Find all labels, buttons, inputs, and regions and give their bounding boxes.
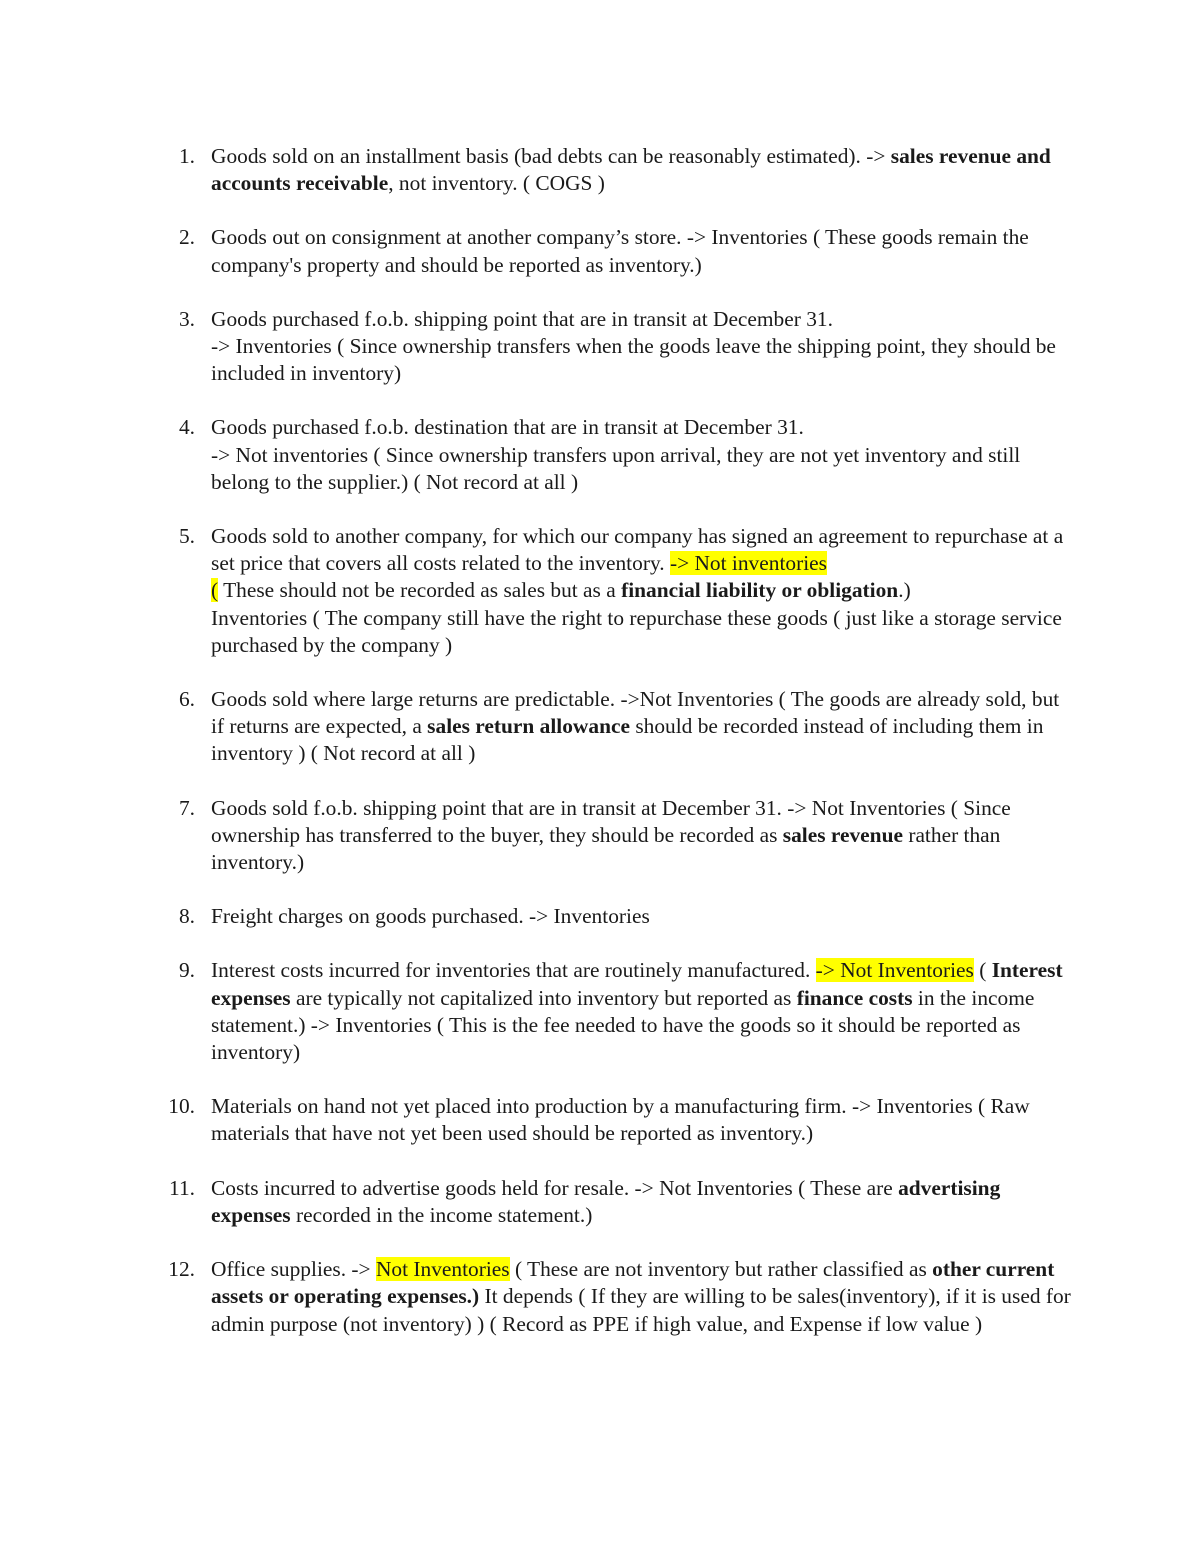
text-segment: rather than inventory.)	[211, 822, 1001, 875]
text-segment: , not inventory. ( COGS )	[388, 171, 605, 196]
text-segment: are typically not capitalized into inventory but reported as	[290, 985, 797, 1010]
text-segment: ( These are not inventory but rather classified as	[509, 1257, 933, 1282]
list-item	[0, 224, 1200, 278]
list-item	[0, 795, 1200, 877]
list-item-number: 3.	[178, 306, 195, 331]
list-item	[0, 414, 1200, 496]
text-segment: Interest costs incurred for inventories that are routinely manufactured.	[211, 958, 816, 983]
bold-term: sales revenue	[782, 822, 903, 847]
text-segment: Goods purchased f.o.b. destination that are in transit at December 31.	[211, 415, 804, 440]
list-item-number: 9.	[178, 958, 195, 983]
list-item	[0, 143, 1200, 197]
numbered-list	[0, 143, 1200, 1365]
text-segment: Costs incurred to advertise goods held for resale. -> Not Inventories ( These are	[211, 1175, 899, 1200]
list-item-number: 10.	[168, 1094, 195, 1119]
text-segment: in the income statement.) -> Inventories ( This is the fee needed to have the goods so it should be reported as inventory)	[211, 985, 1035, 1065]
highlighted-text: Not Inventories	[375, 1257, 510, 1282]
text-segment: Goods purchased f.o.b. shipping point that are in transit at December 31.	[211, 306, 833, 331]
list-item-number: 12.	[168, 1257, 195, 1282]
text-segment: Goods sold f.o.b. shipping point that are in transit at December 31. -> Not Inventories ( Since ownership has transferred to the buyer, they should be recorded as	[211, 795, 1011, 847]
list-item-text	[211, 957, 1071, 1066]
text-segment: It depends ( If they are willing to be sales(inventory), if it is used for admin purpose (not inventory) ) ( Record as PPE if high value, and Expense if low value )	[211, 1284, 1071, 1336]
text-segment: -> Inventories ( Since ownership transfers when the goods leave the shipping point, they should be included in inventory)	[211, 334, 1056, 386]
list-item-text	[211, 224, 1071, 278]
list-item-number: 5.	[178, 524, 195, 549]
bold-term: advertising expenses	[211, 1175, 1001, 1227]
text-segment: -> Not inventories ( Since ownership transfers upon arrival, they are not yet inventory and still belong to the supplier.) ( Not record at all )	[211, 442, 1021, 494]
bold-term: finance costs	[796, 985, 913, 1010]
text-segment: These should not be recorded as sales but as a	[218, 578, 622, 603]
list-item-text	[211, 143, 1071, 197]
highlighted-text: -> Not Inventories	[815, 958, 974, 983]
bold-term: other current assets or operating expenses.)	[211, 1257, 1055, 1309]
list-item	[0, 957, 1200, 1066]
text-segment: Goods sold on an installment basis (bad debts can be reasonably estimated). ->	[211, 144, 891, 168]
list-item-text	[211, 306, 1071, 388]
list-item	[0, 306, 1200, 388]
list-item	[0, 1093, 1200, 1147]
list-item-text	[211, 1256, 1071, 1338]
list-item	[0, 523, 1200, 659]
list-item-number: 1.	[178, 144, 195, 168]
highlighted-text: -> Not inventories	[669, 551, 827, 576]
text-segment: recorded in the income statement.)	[290, 1202, 593, 1227]
text-segment: Inventories ( The company still have the right to repurchase these goods ( just like a storage service purchased by the company )	[211, 605, 1062, 657]
bold-term: Interest expenses	[211, 958, 1063, 1010]
bold-term: sales return allowance	[427, 714, 630, 739]
list-item-text	[211, 1175, 1071, 1229]
text-segment: Goods sold to another company, for which our company has signed an agreement to repurchase at a set price that covers all costs related to the inventory.	[211, 524, 1064, 576]
list-item	[0, 686, 1200, 768]
bold-term: financial liability or obligation	[621, 578, 899, 603]
list-item-number: 7.	[178, 795, 195, 820]
list-item-text	[211, 414, 1071, 496]
list-item-number: 11.	[169, 1175, 195, 1200]
text-segment: should be recorded instead of including them in inventory ) ( Not record at all )	[211, 714, 1044, 766]
list-item-number: 8.	[178, 904, 195, 929]
highlighted-text: (	[211, 578, 219, 603]
text-segment: Goods out on consignment at another company’s store. -> Inventories ( These goods remain the company's property and should be reported as inventory.)	[211, 225, 1029, 277]
list-item-text	[211, 523, 1071, 659]
list-item	[0, 1256, 1200, 1338]
list-item	[0, 1175, 1200, 1229]
list-item	[0, 903, 1200, 930]
list-item-text	[211, 903, 1071, 930]
list-item-number: 2.	[178, 225, 195, 250]
bold-term: sales revenue and accounts receivable	[211, 144, 1051, 196]
list-item-text	[211, 686, 1071, 768]
text-segment: .)	[898, 578, 911, 603]
list-item-text	[211, 1093, 1071, 1147]
list-item-number: 4.	[178, 415, 195, 440]
text-segment: (	[973, 958, 992, 983]
text-segment: Materials on hand not yet placed into production by a manufacturing firm. -> Inventories ( Raw materials that have not yet been used should be reported as inventory.)	[211, 1094, 1030, 1146]
list-item-number: 6.	[178, 687, 195, 712]
text-segment: Office supplies. ->	[211, 1257, 376, 1282]
text-segment: Freight charges on goods purchased. -> Inventories	[211, 904, 650, 929]
list-item-text	[211, 795, 1071, 877]
text-segment: Goods sold where large returns are predictable. ->Not Inventories ( The goods are already sold, but if returns are expected, a	[211, 687, 1060, 739]
